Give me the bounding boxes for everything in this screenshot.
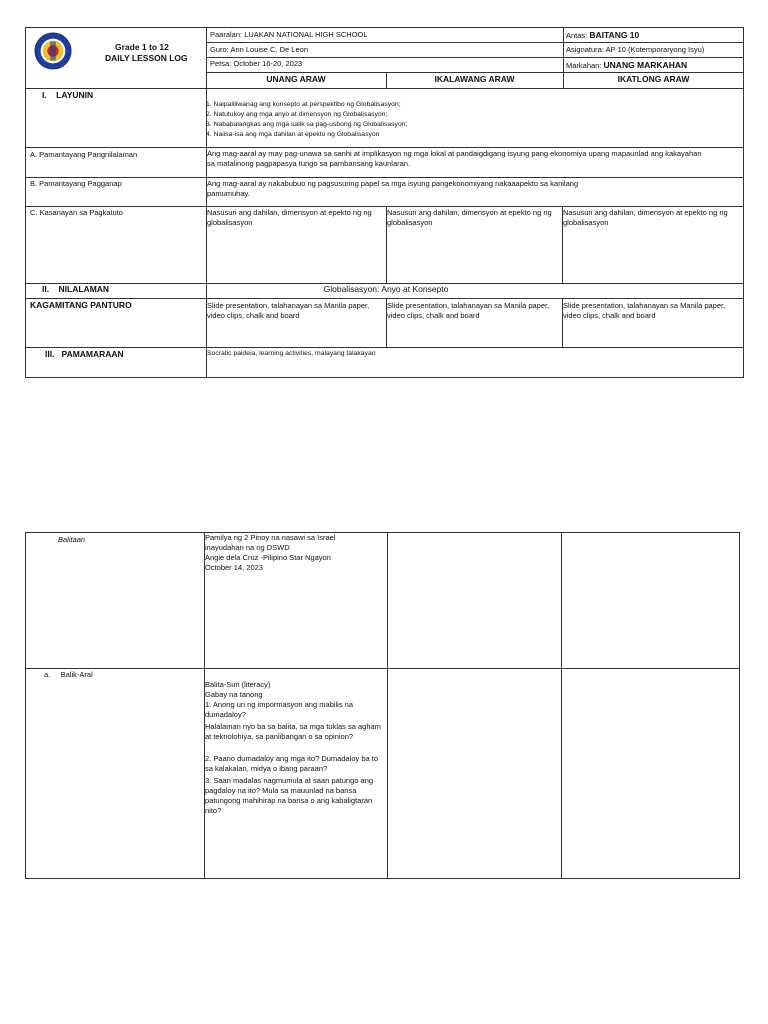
balik-aral-text: 1. Anong uri ng impormasyon ang mabilis na dumadaloy?: [205, 700, 354, 719]
kagamitan-day3: Slide presentation, talahanayan sa Manila paper, video clips, chalk and board: [563, 301, 726, 320]
pagganap-text: Ang mag-aaral ay nakabubuo ng pagsusuring papel sa mga isyung pangekonomiyang nakaaapekto sa kanilang pamumuhay.: [207, 179, 579, 198]
layunin-item: 4. Naiisa-isa ang mga dahilan at epekto ng Globalisasyon: [206, 131, 380, 138]
balik-aral-text: 3. Saan madalas nagmumula at saan patungo ang pagdaloy na ito? Mula sa mauunlad na bansa patungong mahihirap na bansa o ang kabaligtaran nito?: [205, 776, 374, 815]
asignatura-field: Asignatura: AP 10 (Kotemporaryong Isyu): [566, 45, 705, 54]
balitaan-line: inayudahan na ng DSWD: [205, 543, 290, 552]
petsa-field: Petsa: October 16-20, 2023: [210, 59, 303, 68]
day-header-2: IKALAWANG ARAW: [434, 74, 515, 84]
paaralan-field: Paaralan: LUAKAN NATIONAL HIGH SCHOOL: [210, 30, 368, 39]
balitaan-line: October 14, 2023: [205, 563, 263, 572]
pangnilalaman-text: Ang mag-aaral ay may pag-unawa sa sanhi at implikasyon ng mga lokal at pandaigdigang isyung pang ekonomiya upang mapaunlad ang kakayahan sa matalinong pagpapasya tungo sa pambansang kaunlaran.: [207, 149, 702, 168]
layunin-item: 2. Natutukoy ang mga anyo at dimensyon ng Globalisasyon;: [206, 111, 388, 118]
markahan-field: Markahan: UNANG MARKAHAN: [566, 60, 688, 70]
pagganap-label: B. Pamantayang Pagganap: [30, 179, 122, 188]
kasanayan-day3: Nasusuri ang dahilan, dimensyon at epekto ng ng globalisasyon: [563, 208, 728, 227]
day-header-1: UNANG ARAW: [266, 74, 326, 84]
balik-aral-text: Gabay na tanong: [205, 690, 263, 699]
deped-seal-icon: [34, 32, 72, 70]
pamamaraan-label: III. PAMAMARAAN: [45, 349, 124, 359]
balik-aral-text: 2. Paano dumadaloy ang mga ito? Dumadaloy ba to sa kalakalan, midya o ibang paraan?: [205, 754, 379, 773]
balitaan-label: Balitaan: [58, 535, 86, 544]
kasanayan-label: C. Kasanayan sa Pagkatuto: [30, 208, 123, 217]
guro-field: Guro: Ann Louise C. De Leon: [210, 45, 308, 54]
day-header-3: IKATLONG ARAW: [617, 74, 690, 84]
layunin-item: 1. Naipaliliwanag ang konsepto at perspektibo ng Globalisasyon;: [206, 101, 401, 108]
balik-aral-label: a. Balik-Aral: [44, 670, 93, 679]
balitaan-line: Pamilya ng 2 Pinoy na nasawi sa Israel: [205, 533, 336, 542]
layunin-label: I. LAYUNIN: [42, 90, 94, 100]
pamamaraan-text: Socratic paideia, learning activities, malayang talakayan: [207, 350, 376, 357]
antas-field: Antas: BAITANG 10: [566, 30, 640, 40]
nilalaman-label: II. NILALAMAN: [42, 284, 110, 294]
kasanayan-day2: Nasusuri ang dahilan, dimensyon at epekto ng ng globalisasyon: [387, 208, 552, 227]
kasanayan-day1: Nasusuri ang dahilan, dimensyon at epekto ng ng globalisasyon: [207, 208, 372, 227]
pangnilalaman-label: A. Pamantayang Pangnilalaman: [30, 150, 138, 159]
nilalaman-text: Globalisasyon: Anyo at Konsepto: [323, 284, 449, 294]
kagamitan-day2: Slide presentation, talahanayan sa Manila paper, video clips, chalk and board: [387, 301, 550, 320]
kagamitan-day1: Slide presentation, talahanayan sa Manila paper, video clips, chalk and board: [207, 301, 370, 320]
layunin-item: 3. Nababalangkas ang mga salik sa pag-usbong ng Globalisasyon;: [206, 121, 408, 128]
balitaan-line: Angie dela Cruz -Pilipino Star Ngayon: [205, 553, 331, 562]
balik-aral-text: Halalaman nyo ba sa balita, sa mga tuklas sa agham at teknolohiya, sa panlibangan o sa opinion?: [205, 722, 381, 741]
kagamitan-label: KAGAMITANG PANTURO: [30, 300, 132, 310]
balik-aral-text: Balita-Suri (literacy): [205, 680, 271, 689]
title-line2: DAILY LESSON LOG: [105, 53, 188, 63]
title-line1: Grade 1 to 12: [115, 42, 169, 52]
